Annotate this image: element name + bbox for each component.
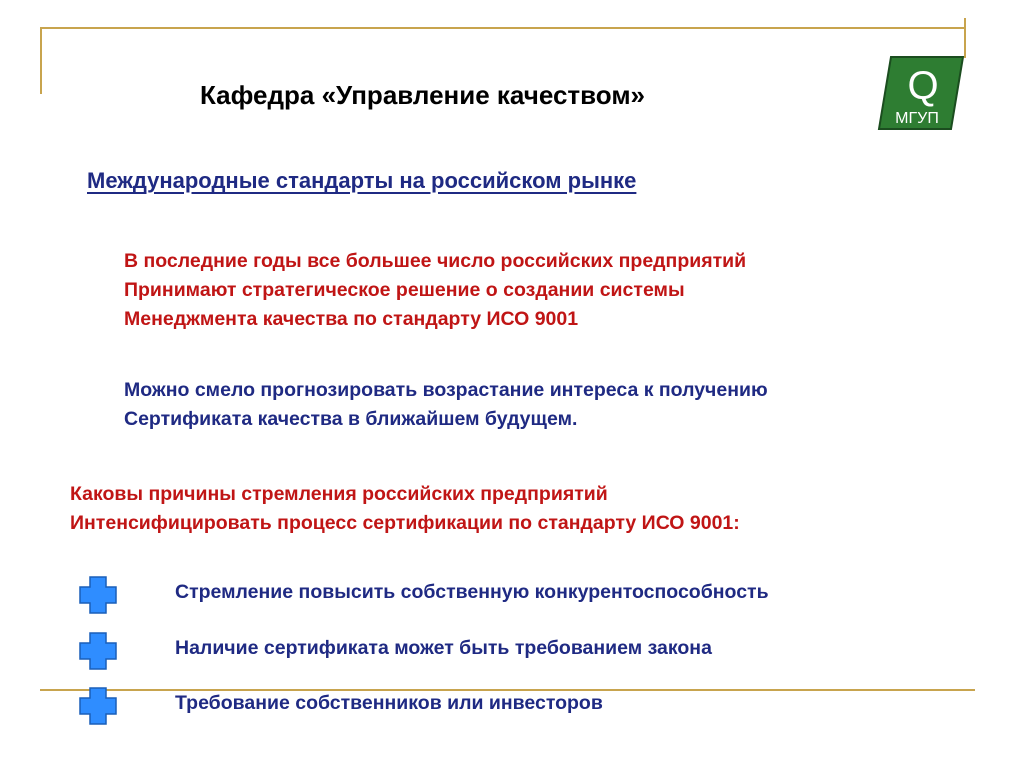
logo-text: МГУП (895, 110, 939, 127)
paragraph-line: Менеджмента качества по стандарту ИСО 9001 (124, 308, 579, 330)
decorative-left-line (40, 27, 42, 94)
plus-cross-icon (78, 575, 118, 615)
page-title: Кафедра «Управление качеством» (200, 80, 646, 110)
paragraph-forecast (124, 376, 768, 434)
question-text (70, 480, 740, 538)
paragraph-russian-companies (124, 247, 746, 334)
question-line: Интенсифицировать процесс сертификации по стандарту ИСО 9001: (70, 512, 740, 534)
plus-cross-icon (78, 631, 118, 671)
paragraph-line: Можно смело прогнозировать возрастание интереса к получению (124, 379, 768, 401)
plus-cross-icon (78, 686, 118, 726)
paragraph-line: Принимают стратегическое решение о создании системы (124, 279, 685, 301)
decorative-right-line (964, 18, 966, 58)
decorative-top-line (40, 27, 966, 29)
section-subtitle: Международные стандарты на российском рынке (87, 168, 637, 193)
paragraph-line: Сертификата качества в ближайшем будущем. (124, 408, 578, 430)
paragraph-line: В последние годы все большее число российских предприятий (124, 250, 747, 272)
question-line: Каковы причины стремления российских предприятий (70, 483, 608, 505)
decorative-bottom-line (40, 689, 975, 691)
logo-letter: Q (907, 64, 939, 108)
bullet-text: Требование собственников или инвесторов (175, 692, 603, 714)
bullet-text: Стремление повысить собственную конкурентоспособность (175, 581, 769, 603)
bullet-text: Наличие сертификата может быть требованием закона (175, 637, 712, 659)
mgup-logo (877, 55, 965, 131)
